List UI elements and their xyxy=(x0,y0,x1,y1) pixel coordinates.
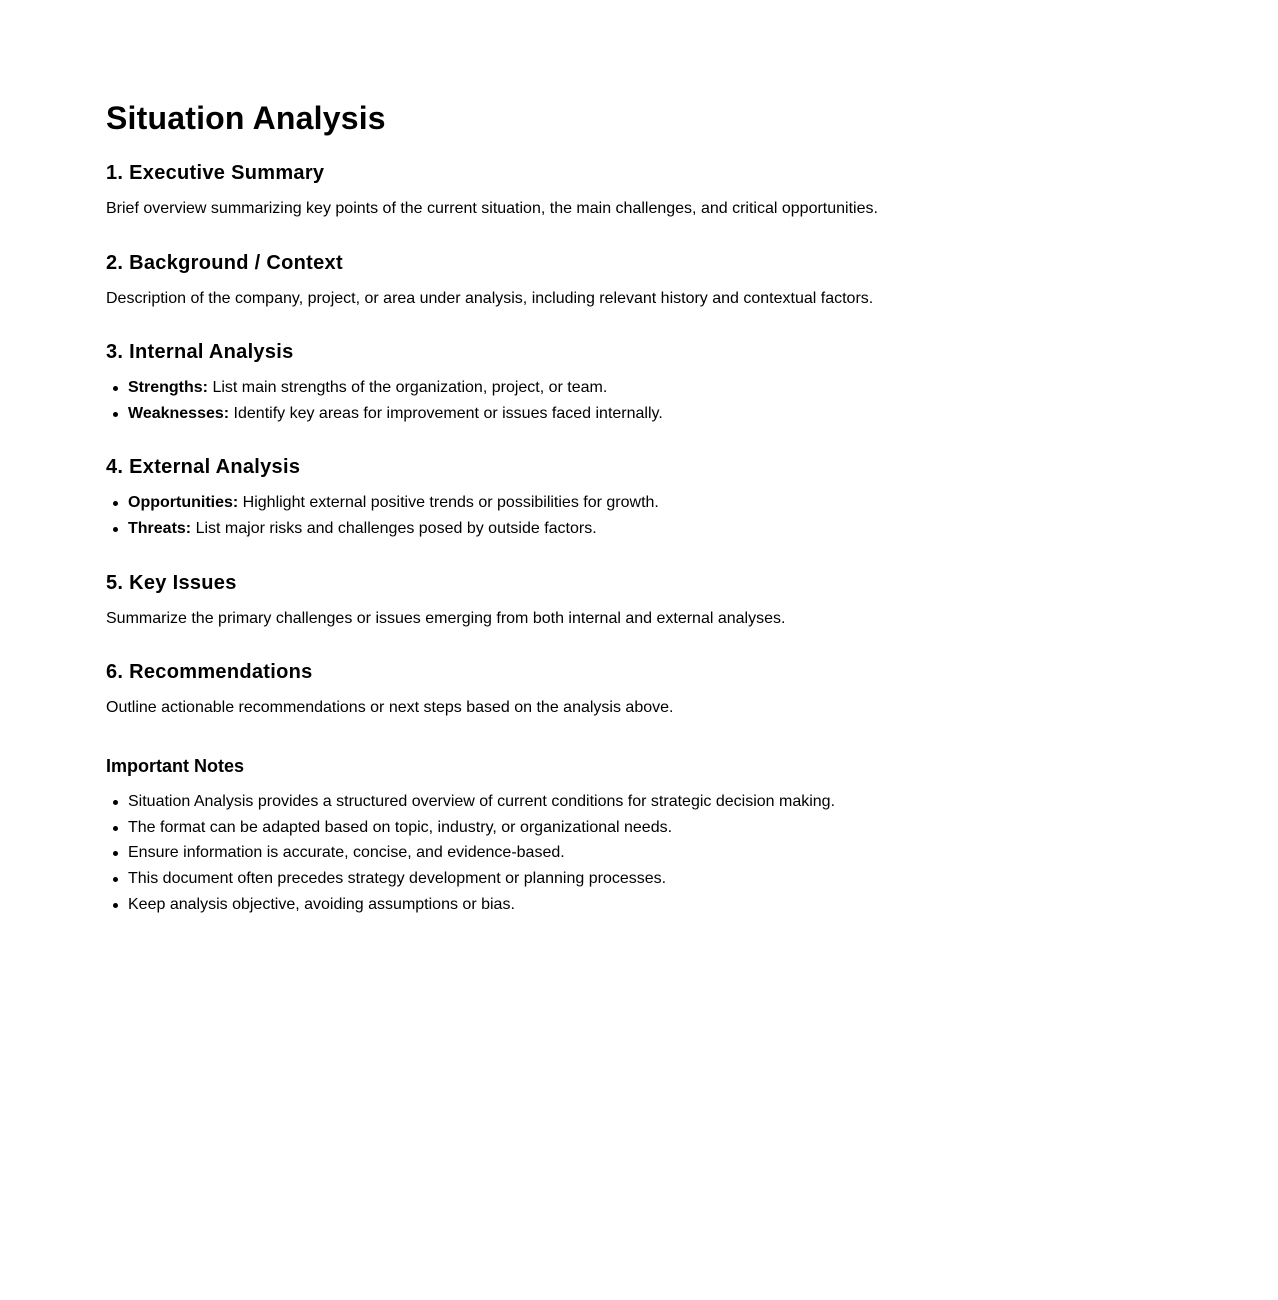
section-heading: 6. Recommendations xyxy=(106,661,313,683)
item-text: This document often precedes strategy development or planning processes. xyxy=(128,870,667,888)
item-text: Keep analysis objective, avoiding assumptions or bias. xyxy=(128,895,515,913)
item-label: Weaknesses: xyxy=(128,404,230,422)
section-heading: 4. External Analysis xyxy=(106,456,301,478)
list-item xyxy=(106,818,835,844)
item-label: Strengths: xyxy=(128,379,208,396)
section-body: Brief overview summarizing key points of the current situation, the main challenges, and critical opportunities. xyxy=(106,200,878,217)
bullet-icon xyxy=(113,501,118,506)
section-key-issues xyxy=(106,571,1166,627)
section-internal-analysis xyxy=(106,340,1166,422)
item-text: Identify key areas for improvement or issues faced internally. xyxy=(229,404,663,422)
bullet-icon xyxy=(113,527,118,532)
item-label: Threats: xyxy=(128,519,192,537)
section-body: Description of the company, project, or area under analysis, including relevant history and contextual factors. xyxy=(106,290,874,307)
section-executive-summary xyxy=(106,161,1166,217)
bullet-icon xyxy=(113,826,118,831)
item-text: List major risks and challenges posed by outside factors. xyxy=(191,519,597,537)
bullet-icon xyxy=(113,851,118,856)
list-item-threats xyxy=(106,519,659,545)
bullet-icon xyxy=(113,386,118,391)
section-heading: 3. Internal Analysis xyxy=(106,341,294,363)
item-text: Highlight external positive trends or possibilities for growth. xyxy=(238,494,659,511)
section-body: Summarize the primary challenges or issues emerging from both internal and external analyses. xyxy=(106,610,786,627)
internal-analysis-list xyxy=(106,378,663,429)
list-item xyxy=(106,843,835,869)
bullet-icon xyxy=(113,903,118,908)
list-item xyxy=(106,792,835,818)
item-text: Situation Analysis provides a structured overview of current conditions for strategic decision making. xyxy=(128,793,836,810)
section-heading: 1. Executive Summary xyxy=(106,162,325,184)
item-text: The format can be adapted based on topic, industry, or organizational needs. xyxy=(128,818,673,836)
section-heading: 5. Key Issues xyxy=(106,572,237,594)
section-external-analysis xyxy=(106,455,1166,537)
notes-heading: Important Notes xyxy=(106,756,245,776)
bullet-icon xyxy=(113,877,118,882)
list-item xyxy=(106,895,835,921)
section-recommendations xyxy=(106,660,1166,716)
list-item-weaknesses xyxy=(106,404,663,430)
bullet-icon xyxy=(113,800,118,805)
section-background-context xyxy=(106,251,1166,307)
list-item xyxy=(106,869,835,895)
external-analysis-list xyxy=(106,493,659,544)
section-body: Outline actionable recommendations or next steps based on the analysis above. xyxy=(106,699,674,716)
bullet-icon xyxy=(113,412,118,417)
section-heading: 2. Background / Context xyxy=(106,252,343,274)
section-important-notes xyxy=(106,755,1166,913)
list-item-strengths xyxy=(106,378,663,404)
item-label: Opportunities: xyxy=(128,494,239,511)
item-text: Ensure information is accurate, concise, and evidence-based. xyxy=(128,844,565,862)
notes-list xyxy=(106,792,835,920)
item-text: List main strengths of the organization, project, or team. xyxy=(208,379,608,396)
list-item-opportunities xyxy=(106,493,659,519)
page-title: Situation Analysis xyxy=(106,100,386,136)
